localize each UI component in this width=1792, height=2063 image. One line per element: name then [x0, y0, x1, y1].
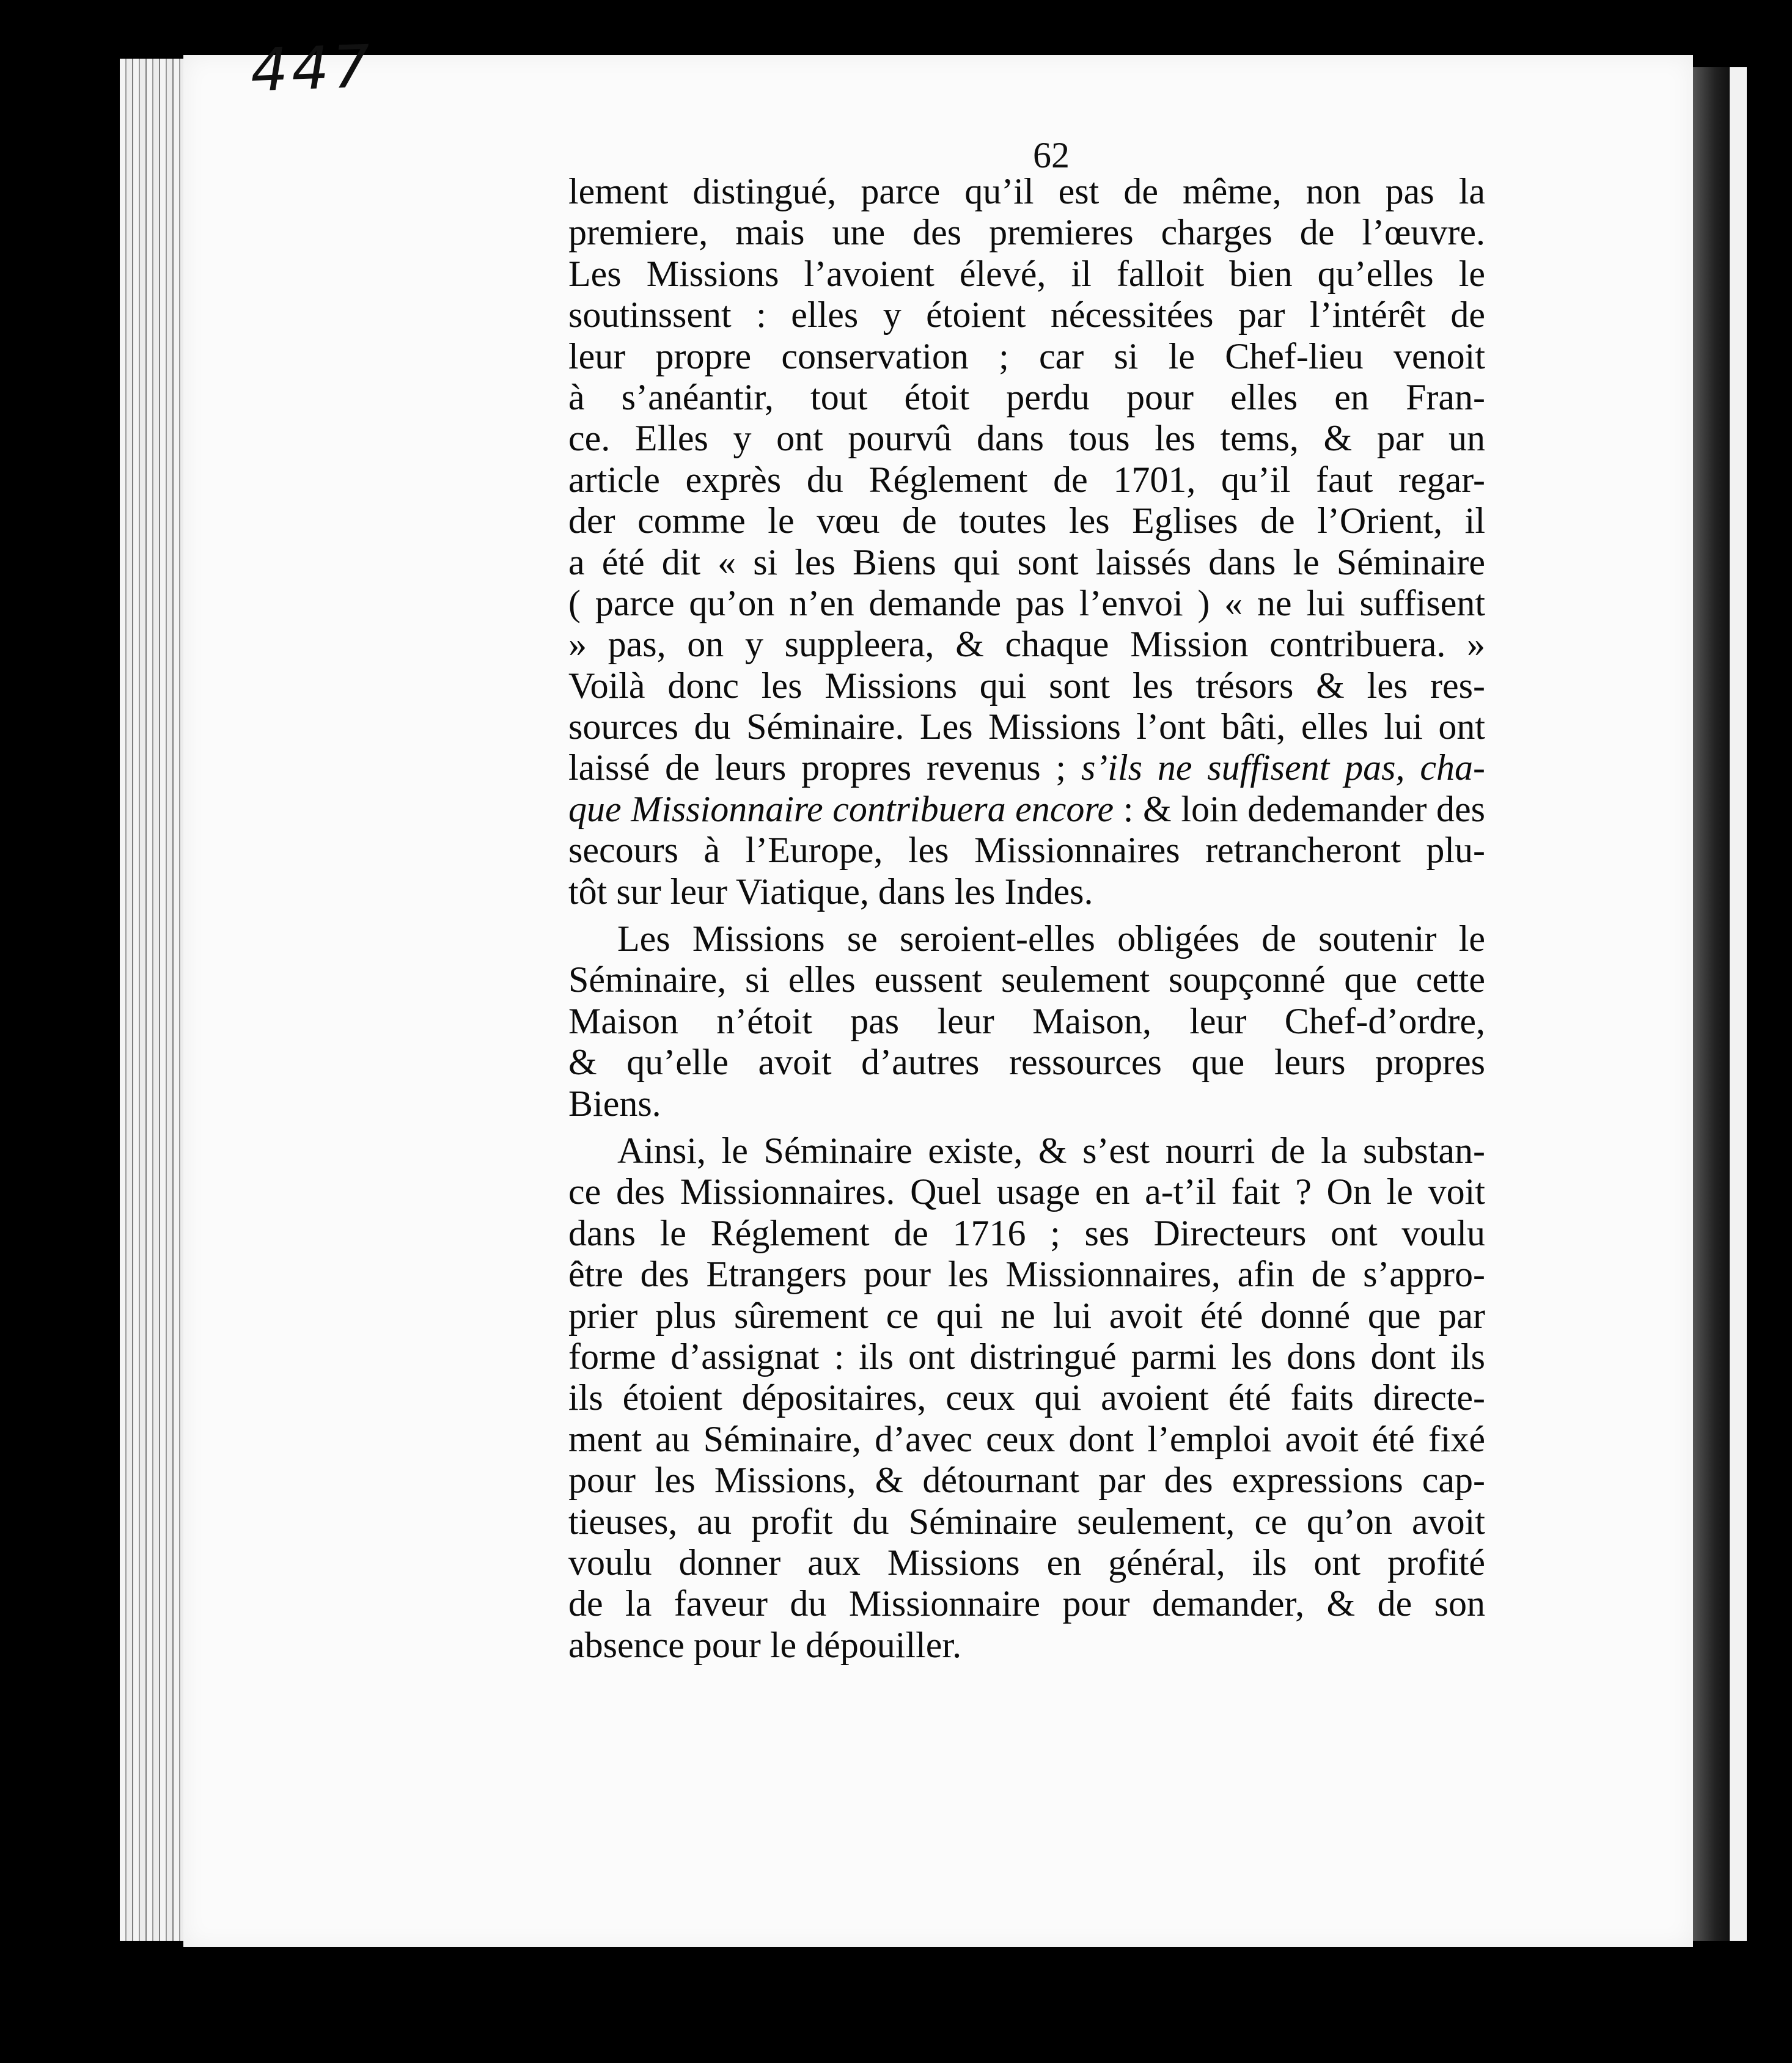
- text-line: [568, 706, 1485, 747]
- text-line: [568, 624, 1485, 665]
- text-line: [568, 871, 1485, 912]
- text-segment: lement distingué, parce qu’il est de même, non pas la: [568, 171, 1485, 211]
- paragraph: [568, 171, 1485, 912]
- text-line: [568, 1460, 1485, 1501]
- text-segment: à s’anéantir, tout étoit perdu pour elles en Fran-: [568, 376, 1485, 417]
- text-line: [568, 418, 1485, 459]
- text-line: [568, 1542, 1485, 1583]
- text-segment: soutinssent : elles y étoient nécessitées par l’intérêt de: [568, 295, 1485, 335]
- text-line: [568, 1213, 1485, 1254]
- text-segment: ( parce qu’on n’en demande pas l’envoi ) « ne lui suffisent: [568, 582, 1485, 623]
- text-segment: Biens.: [568, 1083, 661, 1124]
- text-segment: être des Etrangers pour les Missionnaires, afin de s’appro-: [568, 1254, 1485, 1295]
- text-line: [568, 1001, 1485, 1042]
- text-line: [568, 1625, 1485, 1666]
- text-line: [568, 1171, 1485, 1212]
- text-line: [568, 500, 1485, 541]
- text-line: [568, 665, 1485, 706]
- text-line: [568, 1583, 1485, 1624]
- text-segment: dans le Réglement de 1716 ; ses Directeurs ont voulu: [568, 1212, 1485, 1253]
- text-segment: Maison n’étoit pas leur Maison, leur Chef-d’ordre,: [568, 1000, 1485, 1041]
- text-segment: article exprès du Réglement de 1701, qu’il faut regar-: [568, 459, 1485, 500]
- text-segment: tieuses, au profit du Séminaire seulement, ce qu’on avoit: [568, 1501, 1485, 1542]
- text-line: [568, 1295, 1485, 1336]
- text-segment: sources du Séminaire. Les Missions l’ont bâti, elles lui ont: [568, 706, 1485, 747]
- italic-text: que Missionnaire contribuera encore: [568, 788, 1114, 829]
- book-gutter-shadow: [1693, 67, 1730, 1941]
- paragraph: [568, 918, 1485, 1124]
- text-segment: & qu’elle avoit d’autres ressources que leurs propres: [568, 1042, 1485, 1083]
- italic-text: s’ils ne suffisent pas, cha-: [1081, 747, 1486, 788]
- text-segment: de la faveur du Missionnaire pour demander, & de son: [568, 1583, 1485, 1624]
- text-segment: a été dit « si les Biens qui sont laissés dans le Séminaire: [568, 541, 1485, 582]
- text-segment: secours à l’Europe, les Missionnaires retrancheront plu-: [568, 830, 1485, 871]
- text-line: [568, 254, 1485, 295]
- text-line: [568, 583, 1485, 624]
- text-segment: ils étoient dépositaires, ceux qui avoient été faits directe-: [568, 1377, 1485, 1418]
- text-line: [568, 959, 1485, 1000]
- text-segment: ment au Séminaire, d’avec ceux dont l’emploi avoit été fixé: [568, 1418, 1485, 1459]
- text-segment: forme d’assignat : ils ont distringué parmi les dons dont ils: [568, 1336, 1485, 1377]
- text-segment: absence pour le dépouiller.: [568, 1624, 962, 1665]
- text-line: [568, 1501, 1485, 1542]
- text-line: [568, 1083, 1485, 1124]
- handwritten-folio-number: 447: [249, 32, 375, 105]
- text-line: [568, 1130, 1485, 1171]
- text-line: [568, 1336, 1485, 1377]
- text-line: [568, 336, 1485, 377]
- text-segment: ce des Missionnaires. Quel usage en a-t’il fait ? On le voit: [568, 1171, 1485, 1212]
- text-line: [568, 171, 1485, 212]
- paragraph: [568, 1130, 1485, 1666]
- text-segment: Les Missions se seroient-elles obligées de soutenir le: [617, 918, 1485, 959]
- text-segment: leur propre conservation ; car si le Chef-lieu venoit: [568, 335, 1485, 376]
- text-segment: premiere, mais une des premieres charges de l’œuvre.: [568, 212, 1485, 253]
- text-line: [568, 295, 1485, 335]
- text-line: [568, 1254, 1485, 1295]
- text-segment: ce. Elles y ont pourvû dans tous les tems, & par un: [568, 418, 1485, 459]
- text-line: [568, 212, 1485, 253]
- text-line: [568, 377, 1485, 418]
- text-segment: Ainsi, le Séminaire existe, & s’est nourri de la substan-: [617, 1130, 1485, 1171]
- text-segment: tôt sur leur Viatique, dans les Indes.: [568, 871, 1093, 912]
- text-segment: Les Missions l’avoient élevé, il falloit bien qu’elles le: [568, 253, 1485, 294]
- text-segment: Voilà donc les Missions qui sont les trésors & les res-: [568, 665, 1485, 706]
- text-segment: laissé de leurs propres revenus ;: [568, 747, 1081, 788]
- page-number: 62: [1033, 135, 1070, 175]
- text-segment: prier plus sûrement ce qui ne lui avoit été donné que par: [568, 1295, 1485, 1336]
- body-text: [568, 171, 1486, 1665]
- book-right-edge: [1730, 67, 1747, 1941]
- text-line: [568, 918, 1485, 959]
- text-segment: voulu donner aux Missions en général, ils ont profité: [568, 1542, 1485, 1583]
- text-line: [568, 789, 1485, 830]
- text-segment: der comme le vœu de toutes les Eglises de l’Orient, il: [568, 500, 1485, 541]
- text-line: [568, 1042, 1485, 1083]
- text-line: [568, 1377, 1485, 1418]
- paragraph-gap: [568, 1124, 1485, 1130]
- text-line: [568, 1419, 1485, 1460]
- text-segment: » pas, on y suppleera, & chaque Mission contribuera. »: [568, 624, 1485, 665]
- text-segment: : & loin dedemander des: [1114, 788, 1485, 829]
- text-segment: Séminaire, si elles eussent seulement soupçonné que cette: [568, 959, 1485, 1000]
- text-line: [568, 542, 1485, 583]
- text-line: [568, 460, 1485, 500]
- text-line: [568, 830, 1485, 871]
- paragraph-gap: [568, 912, 1485, 918]
- text-segment: pour les Missions, & détournant par des expressions cap-: [568, 1460, 1485, 1501]
- text-line: [568, 747, 1485, 788]
